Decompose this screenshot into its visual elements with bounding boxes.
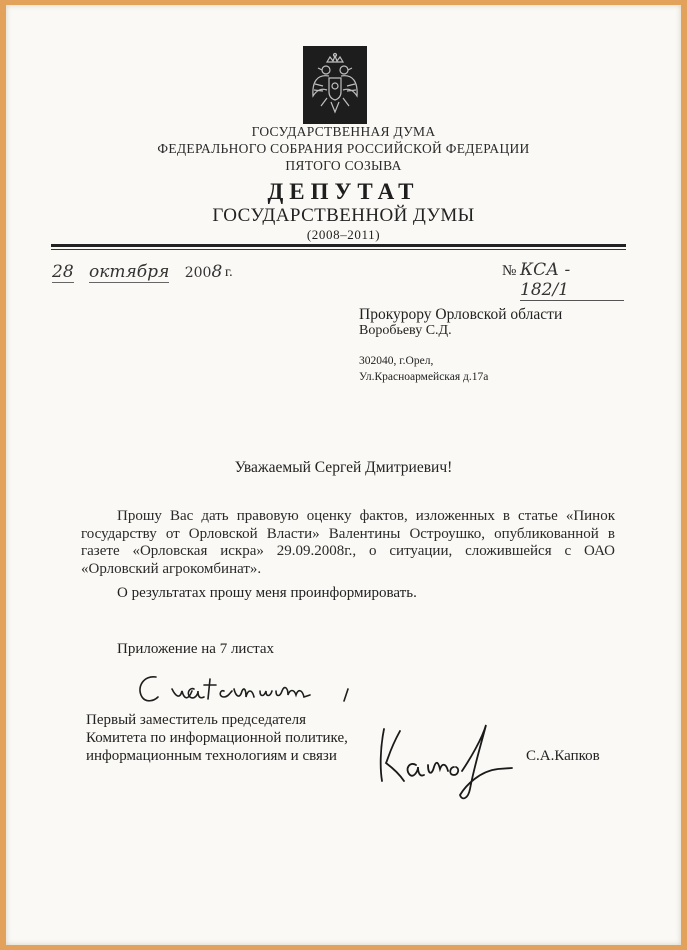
recipient-address-line-2: Ул.Красноармейская д.17а [359,371,489,383]
recipient-address-line-1: 302040, г.Орел, [359,355,434,367]
signer-position-line-3: информационным технологиям и связи [86,748,337,764]
letterhead-line-2: ФЕДЕРАЛЬНОГО СОБРАНИЯ РОССИЙСКОЙ ФЕДЕРАЦИИ [157,141,530,156]
handwritten-closing-signature [132,669,362,718]
letterhead-title: ДЕПУТАТ [267,179,420,204]
header-divider-thin [51,249,626,250]
letter-paragraph-1-text: Прошу Вас дать правовую оценку фактов, изложенных в статье «Пинок государству от Орловской Власти» Валентины Остроушко, опубликованной в газете «Орловская искра» 29.09.2008г., о ситуации, сложившейся с ОАО «Орловский агрокомбинат». [81,508,615,577]
number-label: № [502,263,517,279]
document-page [6,5,681,945]
letterhead-years: (2008–2011) [306,227,381,242]
recipient-title: Прокурору Орловской области [359,306,563,323]
greeting: Уважаемый Сергей Дмитриевич! [234,459,453,476]
handwritten-number: КСА - 182/1 [520,260,624,301]
letter-paragraph-1 [81,508,615,578]
attachment-note: Приложение на 7 листах [117,641,275,657]
date-day: 28 [52,262,74,282]
handwritten-date [52,262,222,283]
date-month: октября [89,262,170,282]
recipient-name: Воробьеву С.Д. [359,323,452,338]
letterhead-subtitle: ГОСУДАРСТВЕННОЙ ДУМЫ [212,205,475,226]
date-suffix: г. [225,265,233,280]
letterhead-line-1: ГОСУДАРСТВЕННАЯ ДУМА [251,124,436,139]
date-year-suffix: 8 [211,262,223,282]
state-emblem-icon [303,46,367,124]
signer-position-line-1: Первый заместитель председателя [86,712,306,728]
handwritten-signature [370,719,520,810]
letter-paragraph-2: О результатах прошу меня проинформировать. [117,585,417,601]
signer-position-line-2: Комитета по информационной политике, [86,730,348,746]
letterhead-line-3: ПЯТОГО СОЗЫВА [285,158,402,173]
signer-name: С.А.Капков [526,748,600,764]
header-divider-thick [51,244,626,247]
date-year-prefix: 200 [184,265,212,281]
